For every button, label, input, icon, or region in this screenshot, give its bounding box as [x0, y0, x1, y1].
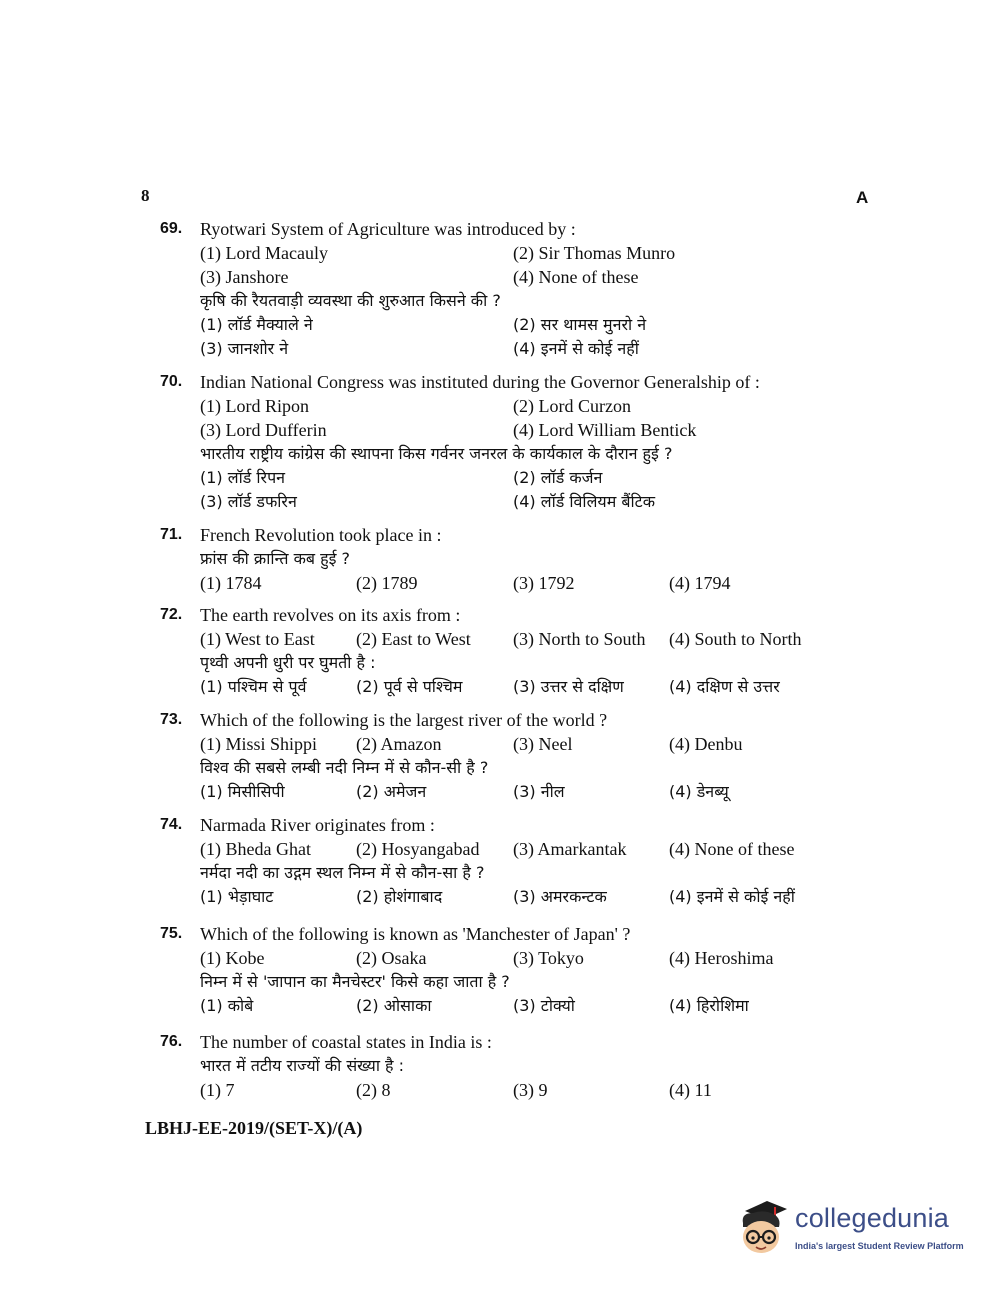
page-number: 8 [141, 186, 150, 205]
option-2-hi: (2) अमेजन [356, 782, 427, 801]
option-3-en: (3) Tokyo [513, 948, 584, 968]
option-1-hi: (1) कोबे [200, 996, 254, 1015]
option-3-en: (3) Janshore [200, 267, 289, 287]
option-2-hi: (2) सर थामस मुनरो ने [513, 315, 647, 334]
collegedunia-logo [735, 1197, 965, 1267]
option-4-hi: (4) इनमें से कोई नहीं [513, 339, 639, 358]
option-3-hi: (3) टोक्यो [513, 996, 575, 1015]
option-4-en: (4) Lord William Bentick [513, 420, 697, 440]
option-2-hi: (2) लॉर्ड कर्जन [513, 468, 603, 487]
option-4-en: (4) Denbu [669, 734, 743, 754]
option-1-hi: (1) भेड़ाघाट [200, 887, 274, 906]
question-text-en: French Revolution took place in : [200, 525, 442, 545]
option-4: (4) 11 [669, 1080, 712, 1100]
option-2: (2) 8 [356, 1080, 391, 1100]
option-1-hi: (1) लॉर्ड रिपन [200, 468, 286, 487]
question-text-en: Narmada River originates from : [200, 815, 435, 835]
option-4-hi: (4) दक्षिण से उत्तर [669, 677, 780, 696]
question-text-en: Which of the following is known as 'Manchester of Japan' ? [200, 924, 631, 944]
question-number: 69. [160, 220, 183, 237]
option-1-en: (1) Lord Macauly [200, 243, 328, 263]
option-2-en: (2) Hosyangabad [356, 839, 480, 859]
option-1-en: (1) Kobe [200, 948, 265, 968]
student-mascot-icon [735, 1197, 793, 1259]
option-3-en: (3) North to South [513, 629, 646, 649]
option-1-hi: (1) लॉर्ड मैक्याले ने [200, 315, 313, 334]
question-text-en: Which of the following is the largest river of the world ? [200, 710, 608, 730]
option-2-en: (2) Lord Curzon [513, 396, 631, 416]
option-1: (1) 1784 [200, 573, 262, 593]
option-1-hi: (1) पश्चिम से पूर्व [200, 677, 307, 696]
option-4-en: (4) None of these [669, 839, 795, 859]
option-1: (1) 7 [200, 1080, 235, 1100]
question-text-en: Ryotwari System of Agriculture was introduced by : [200, 219, 576, 239]
option-1-en: (1) Missi Shippi [200, 734, 318, 754]
option-2-en: (2) Sir Thomas Munro [513, 243, 676, 263]
question-text-hi: भारत में तटीय राज्यों की संख्या है : [200, 1056, 405, 1075]
option-2-hi: (2) होशंगाबाद [356, 887, 443, 906]
option-3-en: (3) Lord Dufferin [200, 420, 327, 440]
option-2-hi: (2) पूर्व से पश्चिम [356, 677, 463, 696]
option-1-en: (1) Bheda Ghat [200, 839, 311, 859]
option-3-hi: (3) जानशोर ने [200, 339, 289, 358]
option-3-hi: (3) नील [513, 782, 565, 801]
option-4-hi: (4) इनमें से कोई नहीं [669, 887, 795, 906]
option-3-hi: (3) अमरकन्टक [513, 887, 607, 906]
question-text-hi: निम्न में से 'जापान का मैनचेस्टर' किसे कहा जाता है ? [200, 972, 510, 991]
option-3-en: (3) Neel [513, 734, 573, 754]
option-4-en: (4) None of these [513, 267, 639, 287]
option-3-hi: (3) उत्तर से दक्षिण [513, 677, 624, 696]
question-text-hi: पृथ्वी अपनी धुरी पर घुमती है : [200, 653, 376, 672]
option-1-en: (1) Lord Ripon [200, 396, 309, 416]
question-number: 71. [160, 526, 183, 543]
question-number: 76. [160, 1033, 183, 1050]
set-letter: A [856, 188, 869, 207]
option-1-hi: (1) मिसीसिपी [200, 782, 285, 801]
question-number: 75. [160, 925, 183, 942]
option-4: (4) 1794 [669, 573, 731, 593]
option-3-hi: (3) लॉर्ड डफरिन [200, 492, 297, 511]
question-number: 72. [160, 606, 183, 623]
option-1-en: (1) West to East [200, 629, 315, 649]
question-number: 70. [160, 373, 183, 390]
option-2-en: (2) Osaka [356, 948, 427, 968]
option-2-hi: (2) ओसाका [356, 996, 432, 1015]
option-4-hi: (4) हिरोशिमा [669, 996, 749, 1015]
question-text-hi: नर्मदा नदी का उद्गम स्थल निम्न में से कौन-सा है ? [200, 863, 485, 882]
option-4-en: (4) Heroshima [669, 948, 774, 968]
question-number: 74. [160, 816, 183, 833]
option-4-hi: (4) लॉर्ड विलियम बैंटिक [513, 492, 655, 511]
option-2: (2) 1789 [356, 573, 418, 593]
question-text-en: The earth revolves on its axis from : [200, 605, 461, 625]
question-text-hi: फ्रांस की क्रान्ति कब हुई ? [200, 549, 351, 568]
option-3-en: (3) Amarkantak [513, 839, 627, 859]
question-text-hi: कृषि की रैयतवाड़ी व्यवस्था की शुरुआत किसने की ? [200, 291, 501, 310]
logo-wordmark: collegedunia [795, 1203, 950, 1233]
option-3: (3) 9 [513, 1080, 548, 1100]
paper-code: LBHJ-EE-2019/(SET-X)/(A) [145, 1118, 363, 1138]
option-3: (3) 1792 [513, 573, 575, 593]
option-2-en: (2) Amazon [356, 734, 442, 754]
question-text-hi: भारतीय राष्ट्रीय कांग्रेस की स्थापना किस गर्वनर जनरल के कार्यकाल के दौरान हुई ? [200, 444, 673, 463]
option-4-en: (4) South to North [669, 629, 802, 649]
option-4-hi: (4) डेनब्यू [669, 782, 729, 801]
question-text-en: The number of coastal states in India is : [200, 1032, 492, 1052]
logo-tagline: India's largest Student Review Platform [795, 1241, 964, 1251]
question-number: 73. [160, 711, 183, 728]
question-text-hi: विश्व की सबसे लम्बी नदी निम्न में से कौन-सी है ? [200, 758, 489, 777]
option-2-en: (2) East to West [356, 629, 471, 649]
question-text-en: Indian National Congress was instituted during the Governor Generalship of : [200, 372, 760, 392]
